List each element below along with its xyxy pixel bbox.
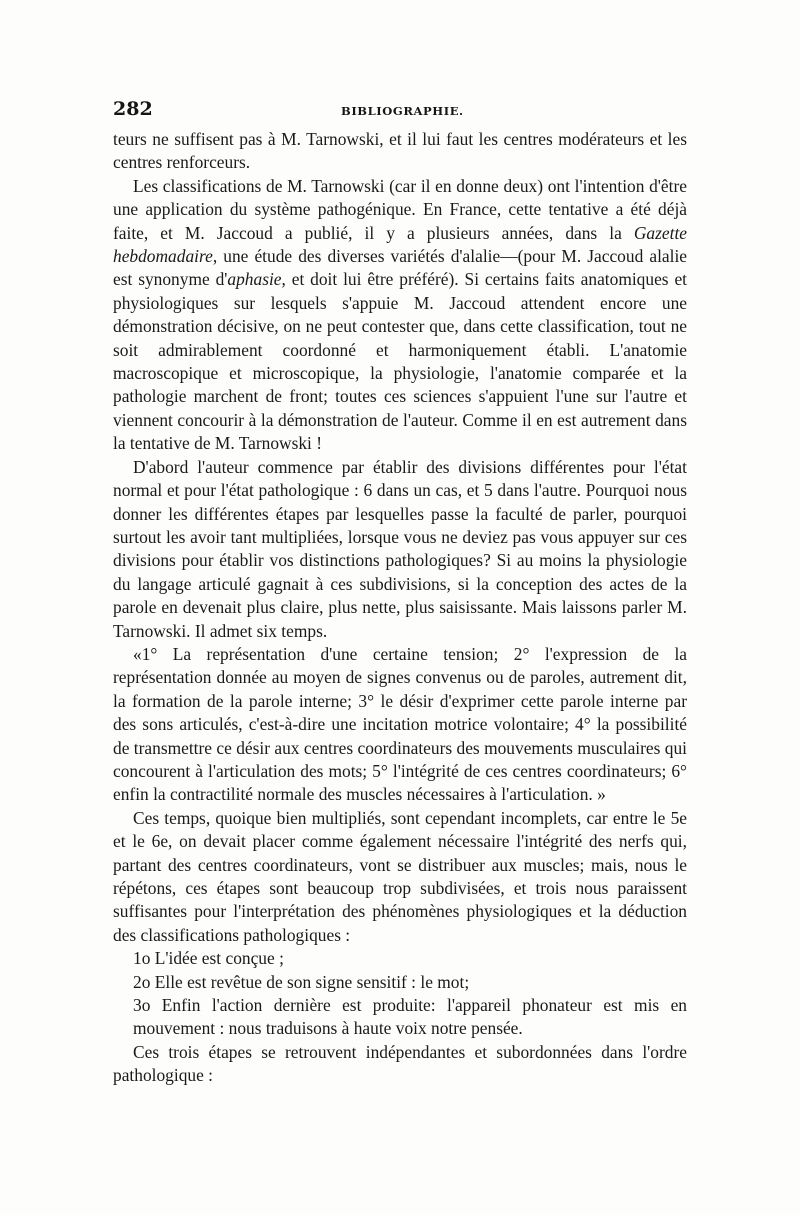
paragraph-continued: teurs ne suffisent pas à M. Tarnowski, et il lui faut les centres modérateurs et les centres renforceurs.: [113, 129, 687, 173]
paragraph-text: , et doit lui être préféré). Si certains faits anatomiques et physiologiques sur lesquels s'appuie M. Jaccoud attendent encore une démonstration décisive, on ne peut contester que, dans cette classification, tout ne soit admirablement coordonné et harmoniquement établi. L'anatomie macroscopique et microscopique, la physiologie, l'anatomie comparée et la pathologie marchent de front; toutes ces sciences s'appuient l'une sur l'autre et viennent concourir à la démonstration de l'auteur. Comme il en est autrement dans la tentative de M. Tarnowski !: [113, 269, 687, 454]
paragraph-divisions: D'abord l'auteur commence par établir des divisions différentes pour l'état normal et pour l'état pathologique : 6 dans un cas, et 5 dans l'autre. Pourquoi nous donner les différentes étapes par lesquelles passe la faculté de parler, pourquoi surtout les avoir tant multipliées, lorsque vous ne deviez pas vous appuyer sur ces divisions pour établir vos distinctions pathologiques? Si au moins la physiologie du langage articulé gagnait à ces subdivisions, si la conception des actes de la parole en devenait plus claire, plus nette, plus saisissante. Mais laissons parler M. Tarnowski. Il admet six temps.: [113, 456, 687, 641]
page-number: 282: [113, 98, 153, 120]
body-text: [113, 128, 687, 1088]
list-item-3: 3o Enfin l'action dernière est produite: l'appareil phonateur est mis en mouvement : nous traduisons à haute voix notre pensée.: [133, 995, 687, 1039]
list-item-2: 2o Elle est revêtue de son signe sensitif : le mot;: [133, 971, 470, 992]
paragraph-text: , une étude des diverses variétés d'alalie—(pour M. Jaccoud alalie est synonyme d': [113, 246, 687, 290]
paragraph-classifications: [113, 175, 687, 456]
page-header: [113, 98, 693, 122]
italic-term: aphasie: [227, 269, 282, 290]
paragraph-text: Les classifications de M. Tarnowski (car il en donne deux) ont l'intention d'être une application du système pathogénique. En France, cette tentative a été déjà faite, et M. Jaccoud a publié, il y a plusieurs années, dans la: [113, 175, 687, 243]
paragraph-closing: Ces trois étapes se retrouvent indépendantes et subordonnées dans l'ordre pathologique :: [113, 1041, 687, 1086]
list-item-1: 1o L'idée est conçue ;: [133, 948, 284, 969]
quotation-six-temps: «1° La représentation d'une certaine tension; 2° l'expression de la représentation donnée au moyen de signes convenus ou de paroles, autrement dit, la formation de la parole interne; 3° le désir d'exprimer cette parole interne par des sons articulés, c'est-à-dire une incitation motrice volontaire; 4° la possibilité de transmettre ce désir aux centres coordinateurs des mouvements musculaires qui concourent à l'articulation des mots; 5° l'intégrité de ces centres coordinateurs; 6° enfin la contractilité normale des muscles nécessaires à l'articulation. »: [113, 643, 687, 805]
journal-title: Gazette hebdomadaire: [113, 222, 687, 267]
running-head: BIBLIOGRAPHIE.: [341, 104, 464, 118]
paragraph-critique: Ces temps, quoique bien multipliés, sont cependant incomplets, car entre le 5e et le 6e, on devait placer comme également nécessaire l'intégrité des nerfs qui, partant des centres coordinateurs, vont se distribuer aux muscles; mais, nous le répétons, ces étapes sont beaucoup trop subdivisées, et trois nous paraissent suffisantes pour l'interprétation des phénomènes physiologiques et la déduction des classifications pathologiques :: [113, 807, 687, 945]
